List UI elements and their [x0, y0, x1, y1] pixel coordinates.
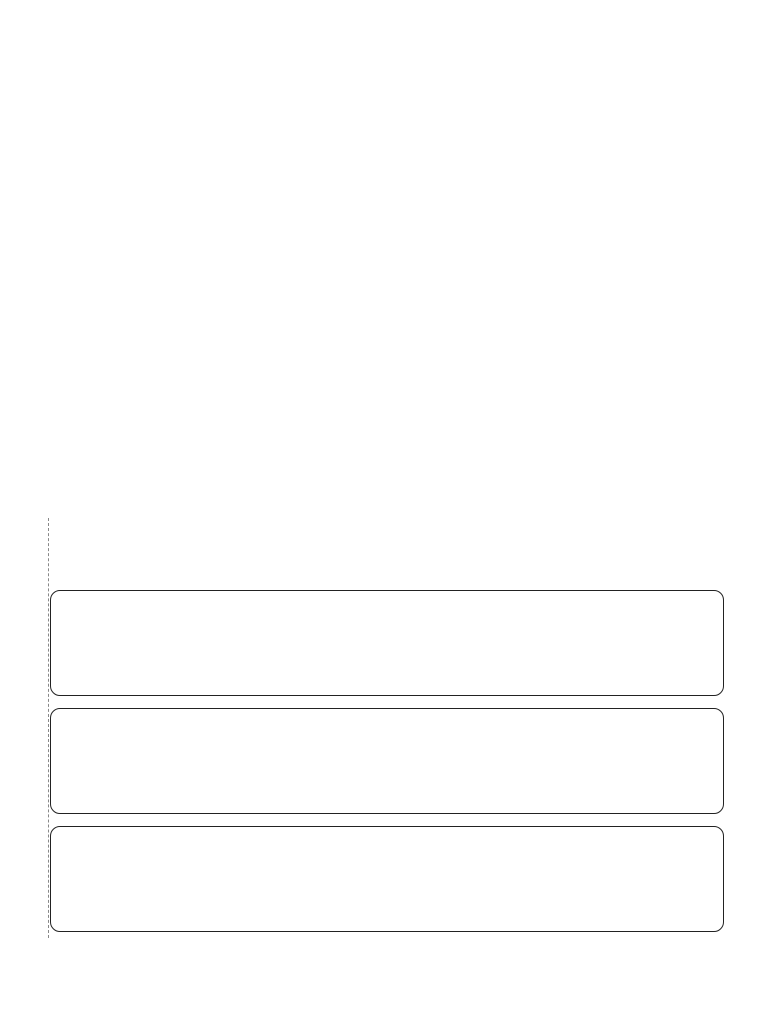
- number-row-caterpillar: [50, 826, 724, 932]
- question-text: [635, 60, 655, 240]
- cut-line: [48, 518, 49, 938]
- number-row-ladybug: [50, 590, 724, 696]
- number-row-butterfly: [50, 708, 724, 814]
- counting-worksheet: [0, 0, 768, 500]
